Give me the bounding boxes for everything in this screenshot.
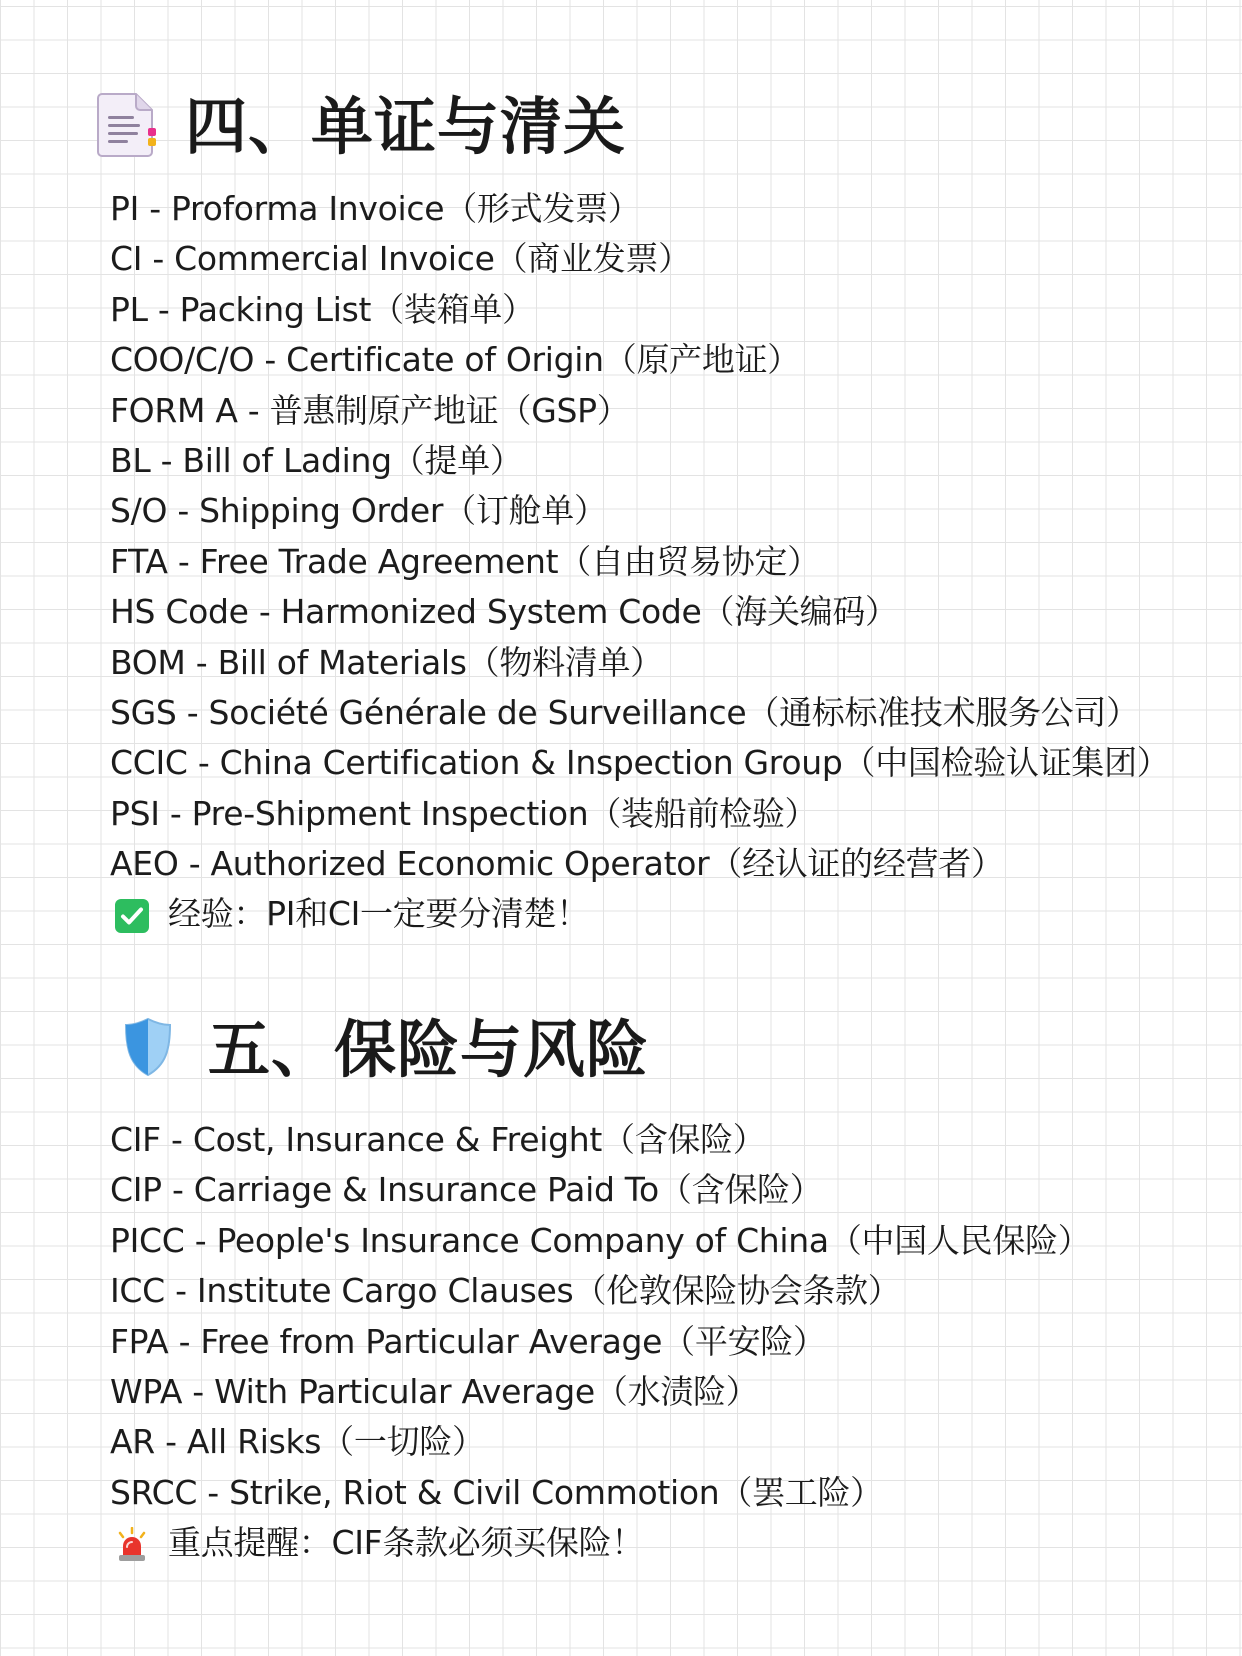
list-item: SGS - Société Générale de Surveillance（通标标准技术服务公司） [110,692,1139,732]
list-item: SRCC - Strike, Riot & Civil Commotion（罢工险） [110,1472,883,1512]
list-item: COO/C/O - Certificate of Origin（原产地证） [110,340,800,380]
check-mark-icon [114,898,150,934]
list-item: HS Code - Harmonized System Code（海关编码） [110,592,898,632]
list-item: FPA - Free from Particular Average（平安险） [110,1321,826,1361]
term-list [110,184,1230,940]
list-item: AEO - Authorized Economic Operator（经认证的经营者） [110,844,1004,884]
list-item: CI - Commercial Invoice（商业发票） [110,239,691,279]
section-title: 五、保险与风险 [208,1013,650,1086]
shield-icon [120,1015,192,1087]
list-item: CIP - Carriage & Insurance Paid To（含保险） [110,1170,823,1210]
list-item: S/O - Shipping Order（订舱单） [110,491,607,531]
list-item: WPA - With Particular Average（水渍险） [110,1371,759,1411]
section-documents-customs [0,90,1242,934]
list-item: AR - All Risks（一切险） [110,1422,485,1462]
section-heading [0,1005,1242,1095]
tip-row [110,1518,1230,1568]
list-item: CIF - Cost, Insurance & Freight（含保险） [110,1120,766,1159]
list-item: PI - Proforma Invoice（形式发票） [110,189,641,228]
list-item: ICC - Institute Cargo Clauses（伦敦保险协会条款） [110,1271,901,1311]
list-item: FTA - Free Trade Agreement（自由贸易协定） [110,541,820,581]
list-item: BL - Bill of Lading（提单） [110,440,523,480]
section-heading [0,90,1242,180]
list-item: FORM A - 普惠制原产地证（GSP） [110,390,630,430]
list-item: PSI - Pre-Shipment Inspection（装船前检验） [110,793,818,833]
list-item: CCIC - China Certification & Inspection Group（中国检验认证集团） [110,743,1170,783]
section-title: 四、单证与清关 [185,90,627,163]
list-item: PL - Packing List（装箱单） [110,289,535,329]
siren-icon [114,1527,150,1563]
document-icon [96,90,168,162]
term-list [110,1115,1230,1569]
tip-row [110,889,1230,939]
list-item: BOM - Bill of Materials（物料清单） [110,642,663,682]
tip-text: 重点提醒：CIF条款必须买保险！ [168,1523,644,1563]
section-insurance-risk [0,1005,1242,1563]
list-item: PICC - People's Insurance Company of China（中国人民保险） [110,1220,1091,1260]
tip-text: 经验：PI和CI一定要分清楚！ [168,894,589,934]
